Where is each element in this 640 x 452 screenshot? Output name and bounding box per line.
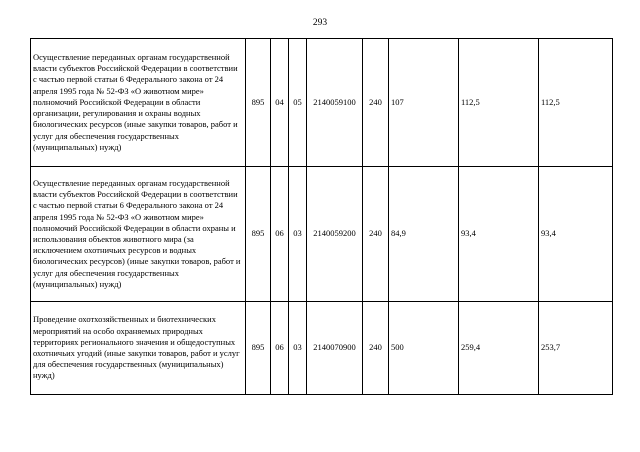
amount-year-2: 93,4 bbox=[459, 167, 539, 302]
page-number: 293 bbox=[312, 18, 328, 28]
row-description: Осуществление переданных органам государственной власти субъектов Российской Федерации в соответствии с частью первой статьи 6 Федерального закона от 24 апреля 1995 года № 52-ФЗ «О животном мире» полномочий Российской Федерации в области охраны и использования объектов животного мира (за исключением охотничьих ресурсов и водных биологических ресурсов) (иные закупки товаров, работ и услуг для обеспечения государственных (муниципальных) нужд) bbox=[31, 167, 246, 302]
section-code: 06 bbox=[271, 302, 289, 395]
expense-type-code: 240 bbox=[363, 167, 389, 302]
amount-year-1: 500 bbox=[389, 302, 459, 395]
section-code: 06 bbox=[271, 167, 289, 302]
ministry-code: 895 bbox=[246, 167, 271, 302]
expense-type-code: 240 bbox=[363, 302, 389, 395]
budget-table bbox=[30, 38, 613, 395]
amount-year-1: 84,9 bbox=[389, 167, 459, 302]
target-article-code: 2140059200 bbox=[307, 167, 363, 302]
subsection-code: 03 bbox=[289, 302, 307, 395]
ministry-code: 895 bbox=[246, 302, 271, 395]
amount-year-3: 93,4 bbox=[539, 167, 613, 302]
row-description: Проведение охотхозяйственных и биотехнических мероприятий на особо охраняемых природных территориях регионального значения и общедоступных охотничьих угодий (иные закупки товаров, работ и услуг для обеспечения государственных (муниципальных) нужд) bbox=[31, 302, 246, 395]
expense-type-code: 240 bbox=[363, 39, 389, 167]
ministry-code: 895 bbox=[246, 39, 271, 167]
target-article-code: 2140059100 bbox=[307, 39, 363, 167]
subsection-code: 05 bbox=[289, 39, 307, 167]
amount-year-2: 112,5 bbox=[459, 39, 539, 167]
target-article-code: 2140070900 bbox=[307, 302, 363, 395]
table-row bbox=[31, 167, 613, 302]
amount-year-2: 259,4 bbox=[459, 302, 539, 395]
table-row bbox=[31, 39, 613, 167]
amount-year-3: 253,7 bbox=[539, 302, 613, 395]
subsection-code: 03 bbox=[289, 167, 307, 302]
amount-year-1: 107 bbox=[389, 39, 459, 167]
table-row bbox=[31, 302, 613, 395]
row-description: Осуществление переданных органам государственной власти субъектов Российской Федерации в соответствии с частью первой статьи 6 Федерального закона от 24 апреля 1995 года № 52-ФЗ «О животном мире» полномочий Российской Федерации в области организации, регулирования и охраны водных биологических ресурсов (иные закупки товаров, работ и услуг для обеспечения государственных (муниципальных) нужд) bbox=[31, 39, 246, 167]
section-code: 04 bbox=[271, 39, 289, 167]
amount-year-3: 112,5 bbox=[539, 39, 613, 167]
